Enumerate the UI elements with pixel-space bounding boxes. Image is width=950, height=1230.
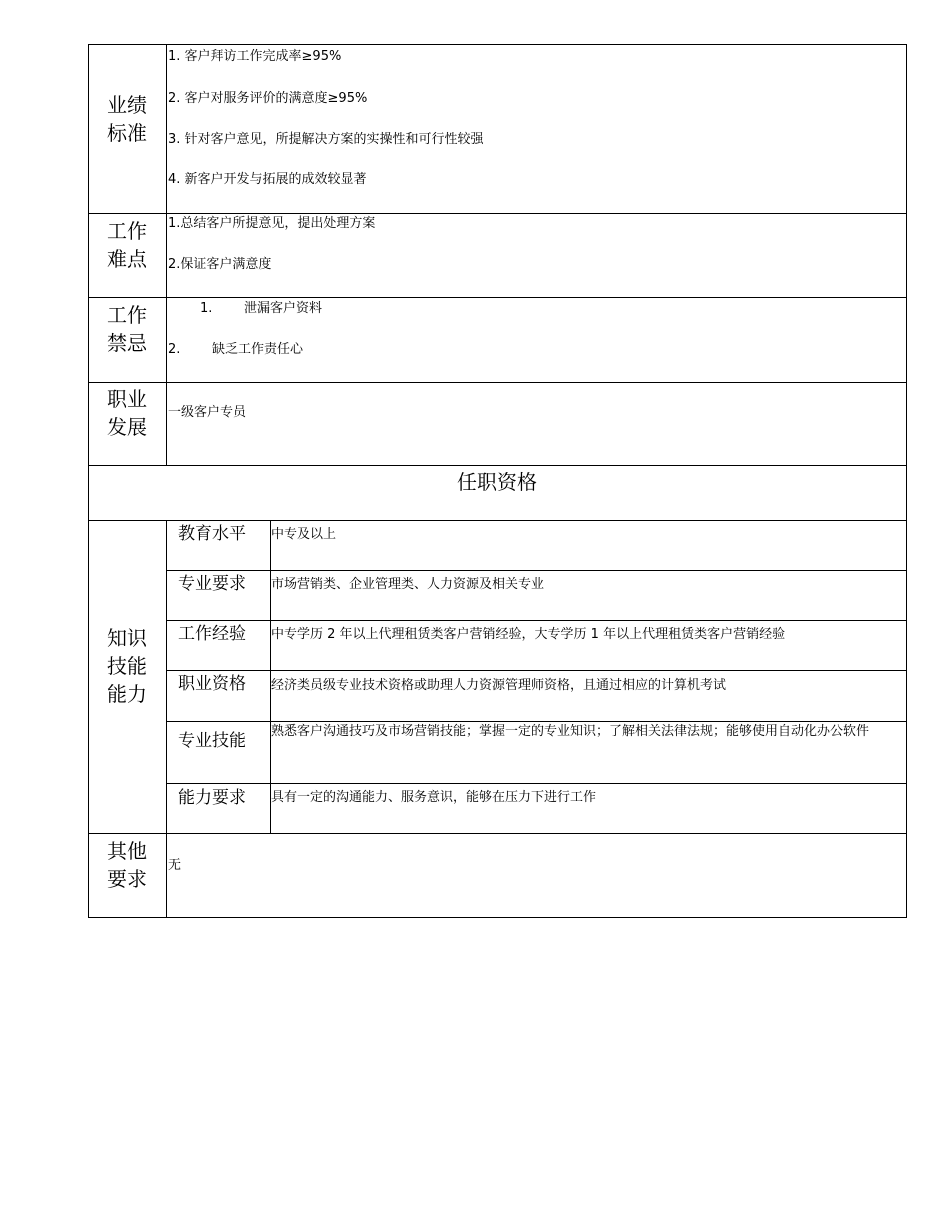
row-divider <box>88 520 907 521</box>
experience-label: 工作经验 <box>178 624 246 644</box>
row-divider <box>88 833 907 834</box>
certification-label: 职业资格 <box>178 674 246 694</box>
performance-label: 业绩 标准 <box>107 93 147 145</box>
ability-label: 能力要求 <box>178 788 246 808</box>
row-divider <box>88 297 907 298</box>
taboo-item-number: 1. <box>200 301 213 316</box>
skills-label: 专业技能 <box>178 731 246 751</box>
sub-row-divider <box>167 570 907 571</box>
difficulty-label: 工作 难点 <box>107 219 147 271</box>
performance-item: 1. 客户拜访工作完成率≥95% <box>168 49 342 64</box>
other-label: 其他 要求 <box>107 839 147 891</box>
table-border-right <box>906 44 907 918</box>
taboo-label: 工作 禁忌 <box>107 303 147 355</box>
row-divider <box>88 213 907 214</box>
ability-value: 具有一定的沟通能力、服务意识，能够在压力下进行工作 <box>271 790 597 805</box>
education-value: 中专及以上 <box>271 527 337 542</box>
sub-row-divider <box>167 783 907 784</box>
major-value: 市场营销类、企业管理类、人力资源及相关专业 <box>271 577 545 592</box>
table-border-bottom <box>88 917 907 918</box>
performance-item: 4. 新客户开发与拓展的成效较显著 <box>168 172 367 187</box>
qualification-heading: 任职资格 <box>457 470 537 494</box>
row-divider <box>88 382 907 383</box>
performance-item: 2. 客户对服务评价的满意度≥95% <box>168 91 368 106</box>
row-divider <box>88 465 907 466</box>
qualification-label: 知识 技能 能力 <box>107 626 147 706</box>
difficulty-item: 1.总结客户所提意见，提出处理方案 <box>168 216 376 231</box>
performance-item: 3. 针对客户意见，所提解决方案的实操性和可行性较强 <box>168 132 484 147</box>
major-label: 专业要求 <box>178 574 246 594</box>
certification-value: 经济类员级专业技术资格或助理人力资源管理师资格，且通过相应的计算机考试 <box>271 678 727 693</box>
career-label: 职业 发展 <box>107 387 147 439</box>
label-column-divider <box>166 520 167 918</box>
sub-row-divider <box>167 620 907 621</box>
label-column-divider <box>166 44 167 466</box>
taboo-item-text: 缺乏工作责任心 <box>212 342 304 357</box>
sub-row-divider <box>167 721 907 722</box>
taboo-item-number: 2. <box>168 342 181 357</box>
table-border-top <box>88 44 907 45</box>
career-text: 一级客户专员 <box>168 405 247 420</box>
taboo-item-text: 泄漏客户资料 <box>244 301 323 316</box>
education-label: 教育水平 <box>178 524 246 544</box>
difficulty-item: 2.保证客户满意度 <box>168 257 272 272</box>
other-text: 无 <box>168 858 182 873</box>
sub-row-divider <box>167 670 907 671</box>
experience-value: 中专学历 2 年以上代理租赁类客户营销经验，大专学历 1 年以上代理租赁类客户营销经验 <box>271 627 786 642</box>
skills-value: 熟悉客户沟通技巧及市场营销技能；掌握一定的专业知识；了解相关法律法规；能够使用自动化办公软件 <box>271 724 870 739</box>
